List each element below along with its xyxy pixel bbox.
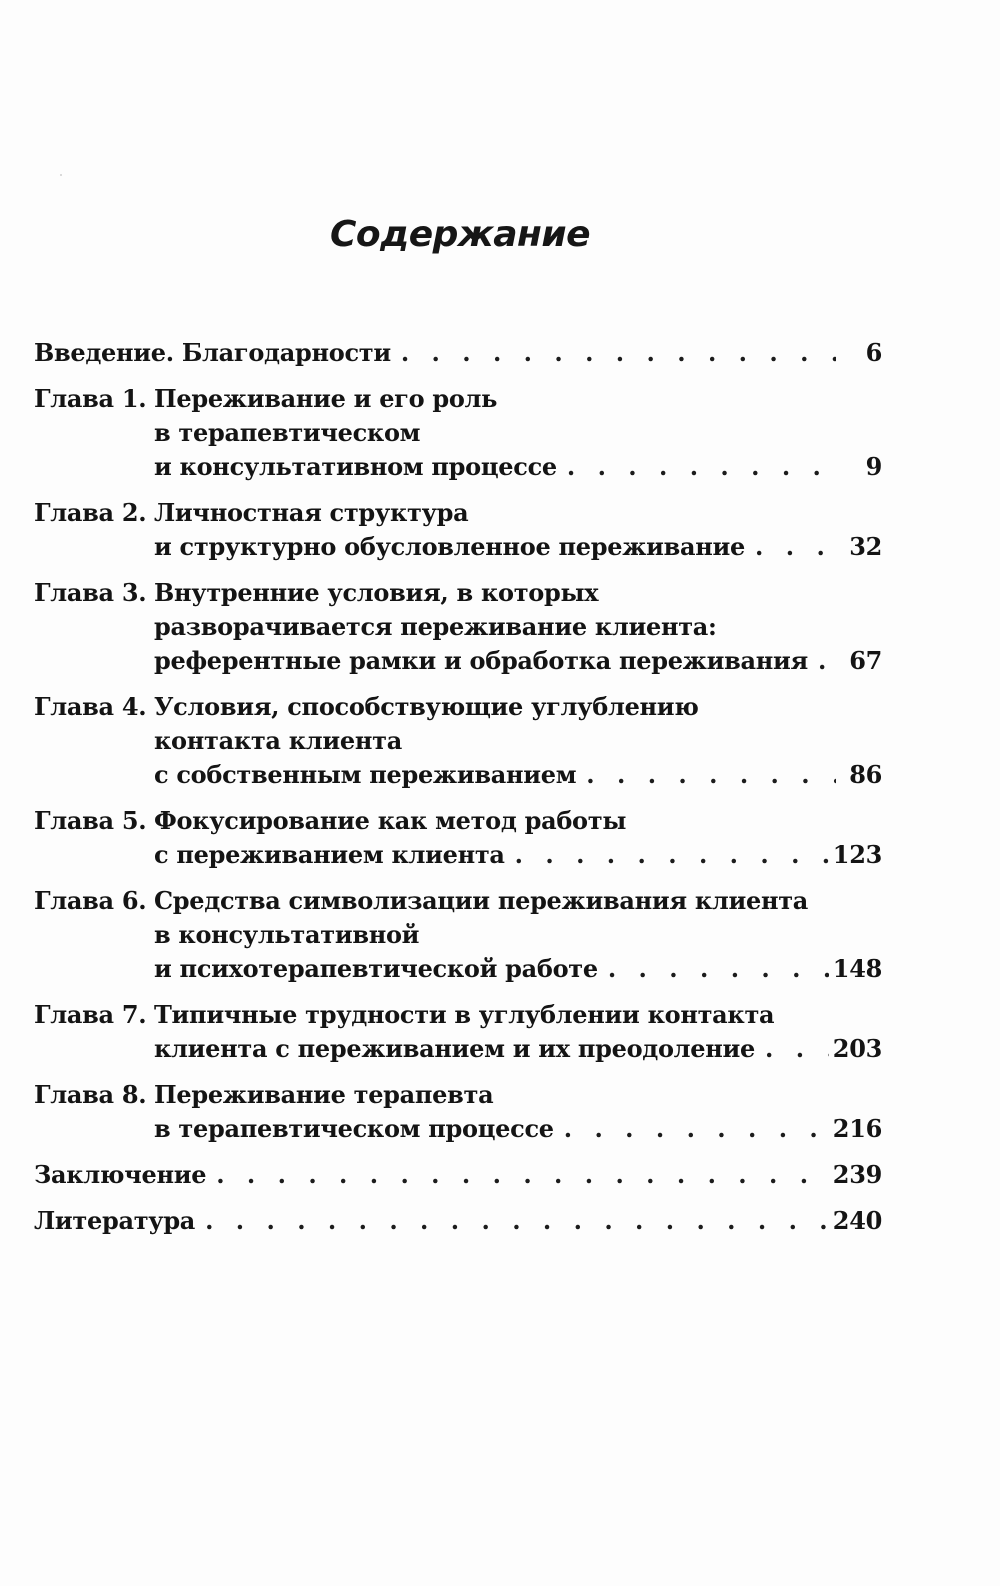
chapter-title-block: [154, 690, 882, 792]
dot-leader: [818, 644, 836, 678]
dot-leader: [216, 1158, 829, 1192]
page-number: 32: [849, 532, 882, 561]
toc-entry-text: Литература: [34, 1206, 196, 1235]
toc-entry-chapter-1[interactable]: [34, 382, 882, 484]
toc-entry-text: Фокусирование как метод работы: [154, 806, 627, 835]
toc-entry-text: разворачивается переживание клиента:: [154, 612, 717, 641]
toc-entry-text: Заключение: [34, 1160, 207, 1189]
page-number: 239: [832, 1160, 882, 1189]
dot-leader: [755, 530, 836, 564]
chapter-label: Глава 2.: [34, 498, 147, 527]
toc-entry-text: Переживание терапевта: [154, 1080, 494, 1109]
chapter-title-block: [154, 804, 882, 872]
toc-entry-conclusion[interactable]: [34, 1158, 882, 1192]
toc-entry-text: референтные рамки и обработка переживания: [154, 646, 808, 675]
chapter-title-block: [154, 1078, 882, 1146]
toc-entry-chapter-4[interactable]: [34, 690, 882, 792]
toc-entry-chapter-7[interactable]: [34, 998, 882, 1066]
chapter-label: Глава 7.: [34, 1000, 147, 1029]
page-speck: [60, 174, 62, 176]
page-number: 9: [865, 452, 882, 481]
chapter-title-block: [154, 382, 882, 484]
chapter-title-block: [154, 998, 882, 1066]
toc-entry-text: Типичные трудности в углублении контакта: [154, 1000, 775, 1029]
chapter-title-block: [154, 576, 882, 678]
dot-leader: [586, 758, 836, 792]
toc-entry-line: [154, 952, 882, 986]
toc-entry-text: с собственным переживанием: [154, 760, 577, 789]
toc-entry-text: Переживание и его роль: [154, 384, 498, 413]
dot-leader: [205, 1204, 829, 1238]
toc-entry-text: Средства символизации переживания клиента: [154, 886, 809, 915]
toc-entry-text: и структурно обусловленное переживание: [154, 532, 746, 561]
page-number: 67: [849, 646, 882, 675]
toc-entry-line: [154, 450, 882, 484]
toc-entry-text: Личностная структура: [154, 498, 469, 527]
toc-entry-introduction[interactable]: [34, 336, 882, 370]
toc-entry-text: Введение. Благодарности: [34, 338, 391, 367]
table-of-contents: [34, 336, 882, 1250]
toc-entry-line: [34, 1204, 882, 1238]
page-number: 216: [832, 1114, 882, 1143]
page-number: 240: [832, 1206, 882, 1235]
toc-entry-line: [154, 644, 882, 678]
toc-entry-references[interactable]: [34, 1204, 882, 1238]
dot-leader: [608, 952, 829, 986]
page-number: 203: [832, 1034, 882, 1063]
toc-entry-line: [154, 758, 882, 792]
chapter-label: Глава 6.: [34, 886, 147, 915]
toc-entry-text: и консультативном процессе: [154, 452, 557, 481]
page-number: 123: [832, 840, 882, 869]
toc-entry-line: [34, 336, 882, 370]
toc-entry-text: контакта клиента: [154, 726, 402, 755]
chapter-title-block: [154, 496, 882, 564]
dot-leader: [515, 838, 829, 872]
toc-entry-chapter-2[interactable]: [34, 496, 882, 564]
page-number: 6: [865, 338, 882, 367]
toc-entry-chapter-8[interactable]: [34, 1078, 882, 1146]
toc-entry-text: с переживанием клиента: [154, 840, 505, 869]
toc-entry-text: Внутренние условия, в которых: [154, 578, 599, 607]
chapter-label: Глава 5.: [34, 806, 147, 835]
toc-entry-text: в терапевтическом процессе: [154, 1114, 554, 1143]
toc-entry-text: клиента с переживанием и их преодоление: [154, 1034, 756, 1063]
chapter-label: Глава 1.: [34, 384, 147, 413]
toc-entry-text: в терапевтическом: [154, 418, 421, 447]
toc-entry-text: в консультативной: [154, 920, 420, 949]
page-number: 86: [849, 760, 882, 789]
toc-entry-line: [154, 1032, 882, 1066]
dot-leader: [765, 1032, 829, 1066]
dot-leader: [564, 1112, 829, 1146]
page-number: 148: [832, 954, 882, 983]
chapter-label: Глава 8.: [34, 1080, 147, 1109]
dot-leader: [567, 450, 836, 484]
toc-entry-chapter-5[interactable]: [34, 804, 882, 872]
chapter-label: Глава 3.: [34, 578, 147, 607]
toc-entry-line: [154, 1112, 882, 1146]
toc-entry-chapter-6[interactable]: [34, 884, 882, 986]
chapter-label: Глава 4.: [34, 692, 147, 721]
toc-entry-line: [154, 838, 882, 872]
page-title: Содержание: [329, 214, 591, 256]
toc-entry-text: Условия, способствующие углублению: [154, 692, 699, 721]
toc-entry-text: и психотерапевтической работе: [154, 954, 598, 983]
toc-entry-line: [154, 530, 882, 564]
toc-entry-line: [34, 1158, 882, 1192]
toc-entry-chapter-3[interactable]: [34, 576, 882, 678]
dot-leader: [401, 336, 836, 370]
chapter-title-block: [154, 884, 882, 986]
